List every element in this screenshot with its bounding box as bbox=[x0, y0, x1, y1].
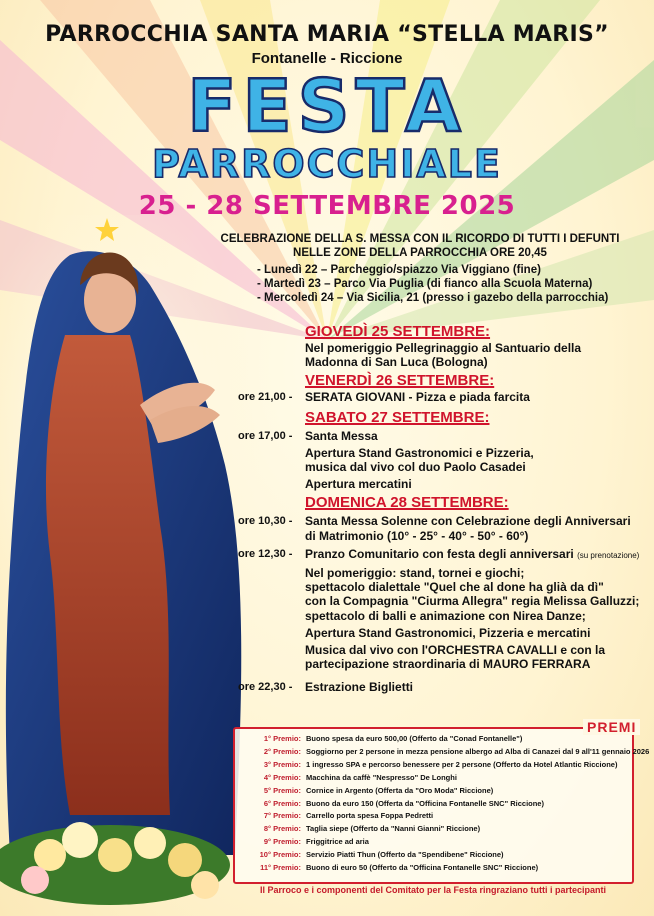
prize-text: Macchina da caffè "Nespresso" De Longhi bbox=[306, 772, 457, 782]
event-desc: Nel pomeriggio: stand, tornei e giochi; bbox=[305, 566, 525, 581]
prize-label: 6° Premio: bbox=[263, 798, 301, 808]
prize-label: 1° Premio: bbox=[263, 734, 301, 743]
prize-text: Taglia siepe (Offerto da "Nanni Gianni" Riccione) bbox=[306, 824, 481, 834]
event-desc: spettacolo dialettale "Quel che al done ha glià da dì" bbox=[305, 580, 604, 595]
prize-text: Servizio Piatti Thun (Offerto da "Spendibene" Riccione) bbox=[306, 850, 504, 860]
mass-intro bbox=[200, 232, 640, 305]
prize-text: Soggiorno per 2 persone in mezza pensione albergo ad Alba di Canazei dal 9 all'11 gennaio 2026 bbox=[306, 746, 650, 756]
prize-text: Buono da euro 150 (Offerta da "Officina Fontanelle SNC" Riccione) bbox=[306, 798, 544, 808]
festival-dates: 25 - 28 SETTEMBRE 2025 bbox=[138, 191, 516, 221]
event-time: ore 10,30 - bbox=[238, 515, 293, 528]
prize-row bbox=[241, 772, 649, 785]
event-time: ore 17,00 - bbox=[238, 429, 293, 442]
day-heading-friday: VENERDÌ 26 SETTEMBRE: bbox=[305, 372, 495, 390]
prize-row bbox=[241, 849, 649, 862]
festa-title: FESTA bbox=[187, 64, 467, 148]
event-desc: partecipazione straordinaria di MAURO FERRARA bbox=[305, 657, 591, 672]
day-heading-thursday: GIOVEDÌ 25 SETTEMBRE: bbox=[305, 323, 491, 340]
parrocchiale-title: PARROCCHIALE bbox=[152, 142, 502, 186]
prize-row bbox=[241, 785, 649, 798]
zone-item: - Lunedì 22 – Parcheggio/spiazzo Via Viggiano (fine) bbox=[257, 264, 541, 276]
intro-line-2: NELLE ZONE DELLA PARROCCHIA ORE 20,45 bbox=[293, 247, 547, 259]
event-time: ore 22,30 - bbox=[238, 681, 293, 694]
prize-text: Cornice in Argento (Offerta da "Oro Moda" Riccione) bbox=[306, 785, 494, 795]
prize-text: Carrello porta spesa Foppa Pedretti bbox=[306, 811, 434, 821]
prize-text: 1 ingresso SPA e percorso benessere per 2 persone (Offerto da Hotel Atlantic Riccione) bbox=[306, 759, 618, 769]
event-desc: musica dal vivo col duo Paolo Casadei bbox=[305, 460, 526, 475]
event-desc: Nel pomeriggio Pellegrinaggio al Santuario della bbox=[305, 341, 582, 355]
zone-item: - Mercoledì 24 – Via Sicilia, 21 (presso i gazebo della parrocchia) bbox=[257, 292, 609, 304]
prize-label: 8° Premio: bbox=[263, 824, 301, 834]
prize-text: Buono spesa da euro 500,00 (Offerto da "Conad Fontanelle") bbox=[306, 734, 523, 743]
program bbox=[238, 322, 648, 695]
parish-name: PARROCCHIA SANTA MARIA “STELLA MARIS” bbox=[45, 22, 609, 47]
prize-row bbox=[241, 862, 649, 875]
prize-label: 10° Premio: bbox=[259, 850, 301, 860]
thanks-footer: Il Parroco e i componenti del Comitato per la Festa ringraziano tutti i partecipanti bbox=[259, 885, 607, 895]
event-desc: Musica dal vivo con l'ORCHESTRA CAVALLI e con la bbox=[305, 643, 606, 658]
prizes-box bbox=[233, 727, 650, 884]
event-time: ore 21,00 - bbox=[238, 391, 293, 404]
prize-label: 9° Premio: bbox=[263, 837, 301, 847]
event-desc: Estrazione Biglietti bbox=[305, 680, 414, 695]
day-heading-saturday: SABATO 27 SETTEMBRE: bbox=[305, 408, 490, 426]
prize-label: 11° Premio: bbox=[260, 863, 301, 873]
event-desc: Santa Messa Solenne con Celebrazione degli Anniversari bbox=[305, 514, 631, 529]
prize-row bbox=[241, 823, 649, 836]
prize-label: 5° Premio: bbox=[263, 785, 301, 795]
prize-label: 4° Premio: bbox=[263, 772, 301, 782]
prize-row bbox=[241, 810, 649, 823]
prize-label: 7° Premio: bbox=[263, 811, 301, 821]
madonna-stella-maris-illustration bbox=[0, 215, 260, 916]
prize-label: 3° Premio: bbox=[263, 759, 301, 769]
prizes-list bbox=[241, 733, 649, 875]
event-time: ore 12,30 - bbox=[238, 547, 293, 560]
zones-list bbox=[257, 263, 640, 305]
prize-text: Friggitrice ad aria bbox=[306, 837, 369, 847]
prize-label: 2° Premio: bbox=[263, 746, 301, 756]
prize-row bbox=[241, 759, 649, 772]
parish-location: Fontanelle - Riccione bbox=[251, 50, 403, 67]
prize-row bbox=[241, 798, 649, 811]
event-desc: Pranzo Comunitario con festa degli anniversari bbox=[305, 546, 574, 561]
intro-line-1: CELEBRAZIONE DELLA S. MESSA CON IL RICORDO DI TUTTI I DEFUNTI bbox=[220, 233, 620, 245]
event-desc: spettacolo di balli e animazione con Nirea Danze; bbox=[305, 608, 586, 623]
day-heading-sunday: DOMENICA 28 SETTEMBRE: bbox=[305, 494, 509, 512]
zone-item: - Martedì 23 – Parco Via Puglia (di fianco alla Scuola Materna) bbox=[257, 278, 593, 290]
prize-row bbox=[241, 746, 649, 759]
event-desc: Apertura Stand Gastronomici, Pizzeria e mercatini bbox=[305, 625, 591, 640]
event-desc: di Matrimonio (10° - 25° - 40° - 50° - 60°) bbox=[305, 528, 529, 543]
event-desc: Madonna di San Luca (Bologna) bbox=[305, 355, 488, 370]
prize-text: Buono di euro 50 (Offerto da "Officina Fontanelle SNC" Riccione) bbox=[306, 863, 539, 873]
event-note: (su prenotazione) bbox=[577, 550, 640, 560]
event-desc: Santa Messa bbox=[305, 428, 378, 443]
prize-row bbox=[241, 836, 649, 849]
event-desc: Apertura Stand Gastronomici e Pizzeria, bbox=[305, 445, 534, 460]
event-desc: SERATA GIOVANI - Pizza e piada farcita bbox=[305, 390, 530, 405]
prizes-title: PREMI bbox=[583, 719, 640, 735]
event-desc: con la Compagnia "Ciurma Allegra" regia Melissa Galluzzi; bbox=[305, 594, 640, 609]
event-desc: Apertura mercatini bbox=[305, 477, 412, 492]
